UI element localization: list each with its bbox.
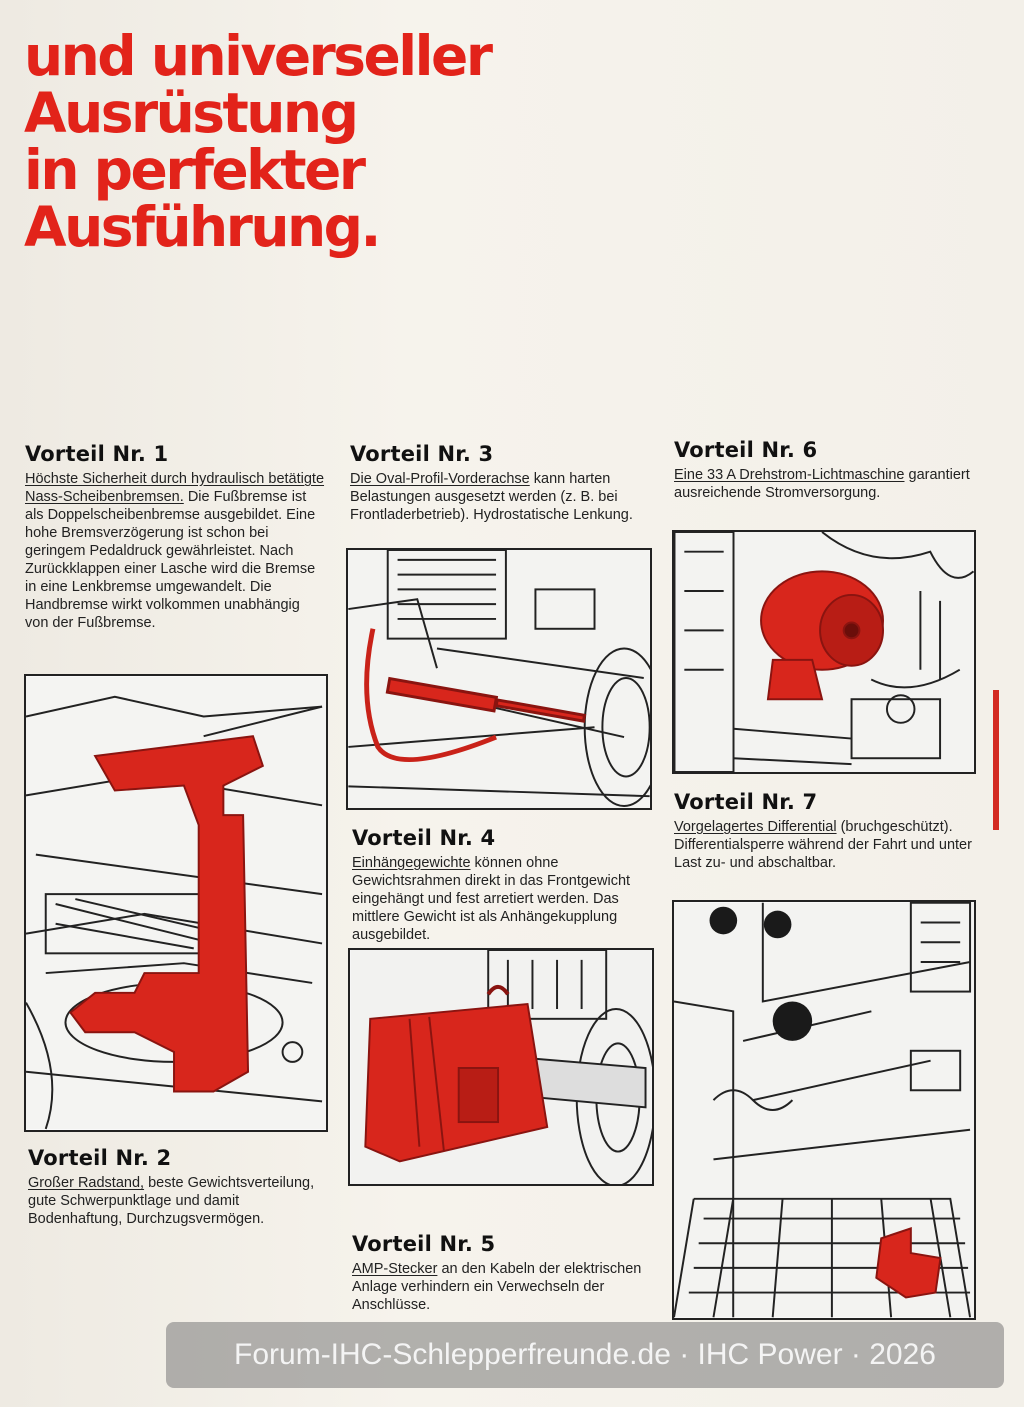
vorteil-6-lead: Eine 33 A Drehstrom-Lichtmaschine [674, 467, 905, 483]
vorteil-2-title: Vorteil Nr. 2 [28, 1146, 172, 1170]
vorteil-7-lead: Vorgelagertes Differential [674, 819, 837, 835]
vorteil-4 [352, 826, 662, 944]
vorteil-2-text [28, 1174, 328, 1228]
vorteil-3-title: Vorteil Nr. 3 [350, 442, 494, 466]
vorteil-5-text [352, 1260, 662, 1314]
vorteil-1 [25, 442, 325, 632]
vorteil-7 [674, 790, 984, 872]
vorteil-7-text [674, 818, 984, 872]
vorteil-2-lead: Großer Radstand, [28, 1175, 145, 1191]
vorteil-3-text [350, 470, 660, 524]
vorteil-1-title: Vorteil Nr. 1 [25, 442, 169, 466]
vorteil-1-lead: Höchste Sicherheit durch hydraulisch betätigte Nass-Scheibenbremsen. [25, 471, 325, 505]
vorteil-6 [674, 438, 984, 502]
vorteil-6-text [674, 466, 984, 502]
front-axle-illustration [346, 548, 652, 810]
vorteil-4-body: können ohne Gewichtsrahmen direkt in das Frontgewicht eingehängt und fest arretiert werden. Das mittlere Gewicht ist als Anhängekupplung ausgebildet. [352, 855, 631, 943]
vorteil-7-body: (bruchgeschützt). Differentialsperre während der Fahrt und unter Last zu- und abschaltbar. [674, 819, 972, 871]
vorteil-2 [28, 1146, 328, 1228]
vorteil-3-body: kann harten Belastungen ausgesetzt werden (z. B. bei Frontladerbetrieb). Hydrostatische Lenkung. [350, 471, 633, 523]
headline-line-1: und universeller [24, 24, 491, 88]
differential-drawing [674, 902, 974, 1318]
vorteil-4-title: Vorteil Nr. 4 [352, 826, 496, 850]
vorteil-5 [352, 1232, 662, 1314]
vorteil-2-body: beste Gewichtsverteilung, gute Schwerpunktlage und damit Bodenhaftung, Durchzugsvermögen. [28, 1175, 315, 1227]
alternator-drawing [674, 532, 974, 772]
headline-line-3: in perfekter [24, 138, 364, 202]
headline-line-4: Ausführung. [24, 195, 379, 259]
front-axle-drawing [348, 550, 650, 808]
page-edge-marker [993, 690, 999, 830]
vorteil-7-title: Vorteil Nr. 7 [674, 790, 818, 814]
headline-line-2: Ausrüstung [24, 81, 357, 145]
headline [24, 24, 664, 259]
vorteil-5-body: an den Kabeln der elektrischen Anlage verhindern ein Verwechseln der Anschlüsse. [352, 1261, 642, 1313]
vorteil-3 [350, 442, 660, 524]
vorteil-6-title: Vorteil Nr. 6 [674, 438, 818, 462]
differential-illustration [672, 900, 976, 1320]
vorteil-6-body: garantiert ausreichende Stromversorgung. [674, 467, 970, 501]
alternator-illustration [672, 530, 976, 774]
watermark: Forum-IHC-Schlepperfreunde.de · IHC Power · 2026 [166, 1322, 1004, 1388]
vorteil-4-lead: Einhängegewichte [352, 855, 471, 871]
brake-illustration [24, 674, 328, 1132]
vorteil-1-text [25, 470, 325, 632]
weights-drawing [350, 950, 652, 1184]
vorteil-3-lead: Die Oval-Profil-Vorderachse [350, 471, 530, 487]
brake-drawing [26, 676, 326, 1130]
vorteil-5-title: Vorteil Nr. 5 [352, 1232, 496, 1256]
vorteil-4-text [352, 854, 662, 944]
weights-illustration [348, 948, 654, 1186]
vorteil-5-lead: AMP-Stecker [352, 1261, 438, 1277]
vorteil-1-body: Die Fußbremse ist als Doppelscheibenbremse ausgebildet. Eine hohe Bremsverzögerung ist schon bei geringem Pedaldruck gewährleistet. Nach Zurückklappen einer Lasche wird die Bremse in eine Lenkbremse umgewandelt. Die Handbremse wirkt volkommen unabhängig von der Fußbremse. [25, 489, 316, 631]
